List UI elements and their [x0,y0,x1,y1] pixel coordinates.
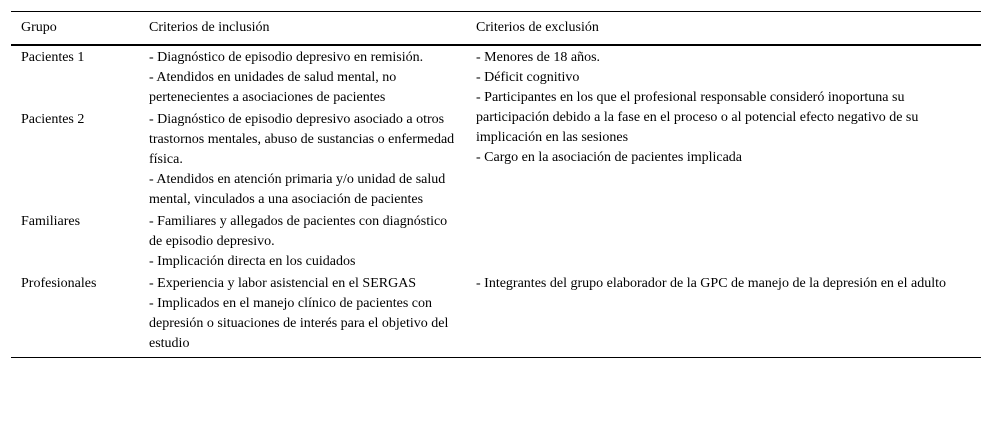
exclusion-item: - Menores de 18 años. [476,50,601,65]
header-exclusion: Criterios de exclusión [476,20,599,35]
exclusion-item: - Integrantes del grupo elaborador de la GPC de manejo de la depresión en el adulto [476,276,947,291]
inclusion-item: - Implicados en el manejo clínico de pacientes con depresión o situaciones de interés para el objetivo del estudio [149,296,449,351]
inclusion-item: - Atendidos en atención primaria y/o unidad de salud mental, vinculados a una asociación de pacientes [149,172,446,207]
criteria-table-container [11,11,981,358]
inclusion-cell [139,108,466,210]
group-cell: Pacientes 1 [21,50,85,65]
group-cell: Profesionales [21,276,97,291]
table-header-row [11,12,981,46]
table-row [11,272,981,358]
group-cell: Familiares [21,214,81,229]
exclusion-item: - Déficit cognitivo [476,70,580,85]
exclusion-item: - Participantes en los que el profesional responsable consideró inoportuna su participación debido a la fase en el proceso o al potencial efecto negativo de su implicación en las sesiones [476,90,919,145]
exclusion-item: - Cargo en la asociación de pacientes implicada [476,150,743,165]
inclusion-item: - Experiencia y labor asistencial en el SERGAS [149,276,417,291]
inclusion-item: - Diagnóstico de episodio depresivo en remisión. [149,50,424,65]
criteria-table [11,11,981,358]
inclusion-cell [139,210,466,272]
inclusion-cell [139,45,466,108]
inclusion-item: - Diagnóstico de episodio depresivo asociado a otros trastornos mentales, abuso de sustancias o enfermedad física. [149,112,455,167]
inclusion-item: - Familiares y allegados de pacientes con diagnóstico de episodio depresivo. [149,214,448,249]
exclusion-cell-shared [466,45,981,272]
inclusion-item: - Atendidos en unidades de salud mental, no pertenecientes a asociaciones de pacientes [149,70,397,105]
inclusion-item: - Implicación directa en los cuidados [149,254,356,269]
header-grupo: Grupo [21,20,57,35]
table-row [11,45,981,108]
exclusion-cell-professionals [466,272,981,358]
inclusion-cell [139,272,466,358]
header-inclusion: Criterios de inclusión [149,20,270,35]
group-cell: Pacientes 2 [21,112,85,127]
